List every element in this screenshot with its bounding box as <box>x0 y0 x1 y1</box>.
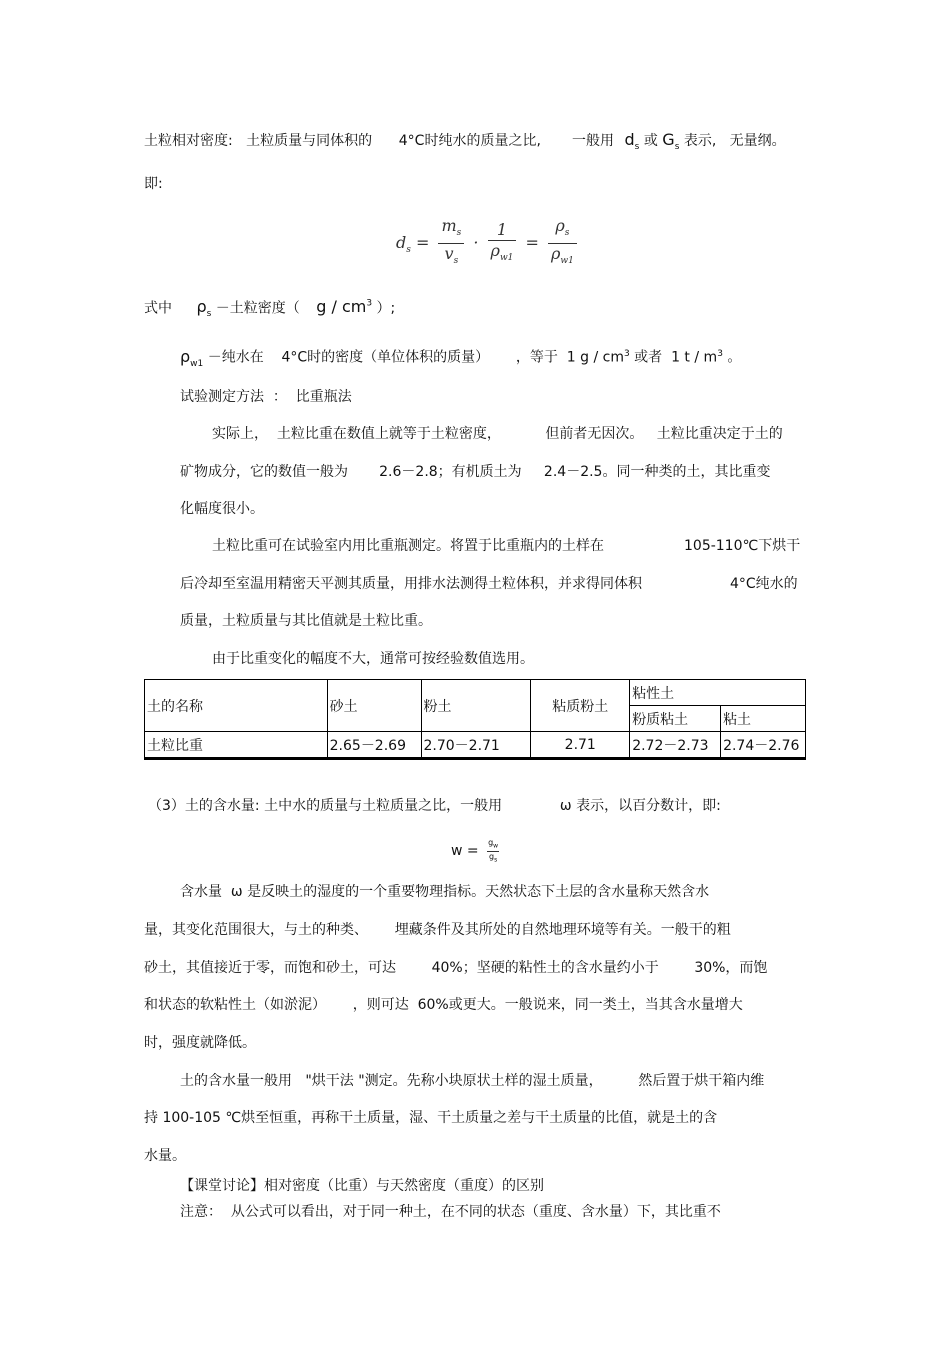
para6-line2: 量，其变化范围很大，与土的种类、 埋藏条件及其所处的自然地理环境等有关。一般干的粗 <box>144 922 731 938</box>
header-clayey-silt: 粘质粉土 <box>531 680 630 732</box>
test-method: 试验测定方法 ： 比重瓶法 <box>180 389 352 405</box>
para6-line5: 时，强度就降低。 <box>144 1035 256 1051</box>
para3-line2: 后冷却至室温用精密天平测其质量，用排水法测得土粒体积，并求得同体积 <box>180 576 642 592</box>
header-silt: 粉土 <box>421 680 531 732</box>
formula-eq1: = <box>415 233 430 253</box>
header-silty-clay: 粉质粘土 <box>630 706 721 732</box>
formula-eq2: = <box>525 233 539 253</box>
table-row <box>145 732 806 759</box>
header-soil-name: 土的名称 <box>145 680 328 732</box>
symbol-g: $G_s$ <box>662 130 680 153</box>
para1-line1 <box>144 130 786 157</box>
value-clay: 2.74－2.76 <box>721 732 806 759</box>
header-clay: 粘土 <box>721 706 806 732</box>
para6-line3: 砂土，其值接近于零，而饱和砂土，可达 40%；坚硬的粘性土的含水量约小于 30%，而饱 <box>144 960 768 976</box>
value-silty-clay: 2.72－2.73 <box>630 732 721 759</box>
para4: 由于比重变化的幅度不大，通常可按经验数值选用。 <box>212 651 534 667</box>
para5: （3）土的含水量: 土中水的质量与土粒质量之比，一般用 ω 表示，以百分数计，即: <box>148 798 721 814</box>
formula-lhs: $d_s$ <box>396 233 411 256</box>
para7-line2: 持 100-105 ℃烘至恒重，再称干土质量，湿、干土质量之差与干土质量的比值，就是土的含 <box>144 1110 718 1126</box>
header-cohesive-soil: 粘性土 <box>630 680 806 706</box>
formula-water-content: w = $\frac{g_w}{g_s}$ <box>451 838 499 864</box>
formula-specific-gravity <box>396 216 581 271</box>
row-label: 土粒比重 <box>145 732 328 759</box>
value-sand: 2.65－2.69 <box>327 732 421 759</box>
para7-line3: 水量。 <box>144 1148 186 1164</box>
para3-line1-end: 105-110℃下烘干 <box>684 538 801 554</box>
value-clayey-silt: 2.71 <box>531 732 630 759</box>
formula-dot: · <box>473 233 479 253</box>
definition-rho-s: 式中 $\rho_s$ －土粒密度（ g / $cm^3$ ）; <box>144 297 396 320</box>
para3-line1: 土粒比重可在试验室内用比重瓶测定。将置于比重瓶内的土样在 <box>212 538 604 554</box>
para7-line1: 土的含水量一般用 "烘干法 "测定。先称小块原状土样的湿土质量， 然后置于烘干箱内维 <box>180 1073 765 1089</box>
para1-line2: 即: <box>144 176 163 192</box>
para6-line1: 含水量 ω 是反映土的湿度的一个重要物理指标。天然状态下土层的含水量称天然含水 <box>180 884 710 900</box>
fraction-1-rhow1: $\frac{1}{\rho_{w1}}$ <box>488 220 517 268</box>
para3-line3: 质量，土粒质量与其比值就是土粒比重。 <box>180 613 432 629</box>
symbol-d: $d_s$ <box>624 130 640 153</box>
fraction-ms-vs: $\frac{m_s}{v_s}$ <box>438 216 464 271</box>
para2-line2: 矿物成分，它的数值一般为 2.6－2.8；有机质土为 2.4－2.5。同一种类的土，其比重变 <box>180 464 771 480</box>
para1-rest: 表示, 无量纲。 <box>683 133 786 149</box>
note: 注意： 从公式可以看出，对于同一种土，在不同的状态（重度、含水量）下，其比重不 <box>180 1204 721 1220</box>
specific-gravity-table <box>144 679 806 760</box>
header-sand: 砂土 <box>327 680 421 732</box>
table-header-row <box>145 680 806 706</box>
para2-line1: 实际上， 土粒比重在数值上就等于土粒密度， 但前者无因次。 土粒比重决定于土的 <box>212 426 783 442</box>
para6-line4: 和状态的软粘性土（如淤泥） ，则可达 60%或更大。一般说来，同一类土，当其含水量增大 <box>144 997 743 1013</box>
fraction-rhos-rhow1: $\frac{\rho_s}{\rho_{w1}}$ <box>548 216 577 271</box>
para3-line2-end: 4°C纯水的 <box>730 576 798 592</box>
definition-rho-w1: $\rho_{w1}$ －纯水在 4°C时的密度（单位体积的质量） ，等于 1 g / $cm^3$ 或者 1 t / $m^3$ 。 <box>180 346 742 369</box>
value-silt: 2.70－2.71 <box>421 732 531 759</box>
para1-or: 或 <box>643 133 658 149</box>
class-discussion: 【课堂讨论】相对密度（比重）与天然密度（重度）的区别 <box>180 1178 544 1194</box>
para1-text: 土粒相对密度: 土粒质量与同体积的 4°C时纯水的质量之比, 一般用 <box>144 133 615 149</box>
para2-line3: 化幅度很小。 <box>180 501 264 517</box>
